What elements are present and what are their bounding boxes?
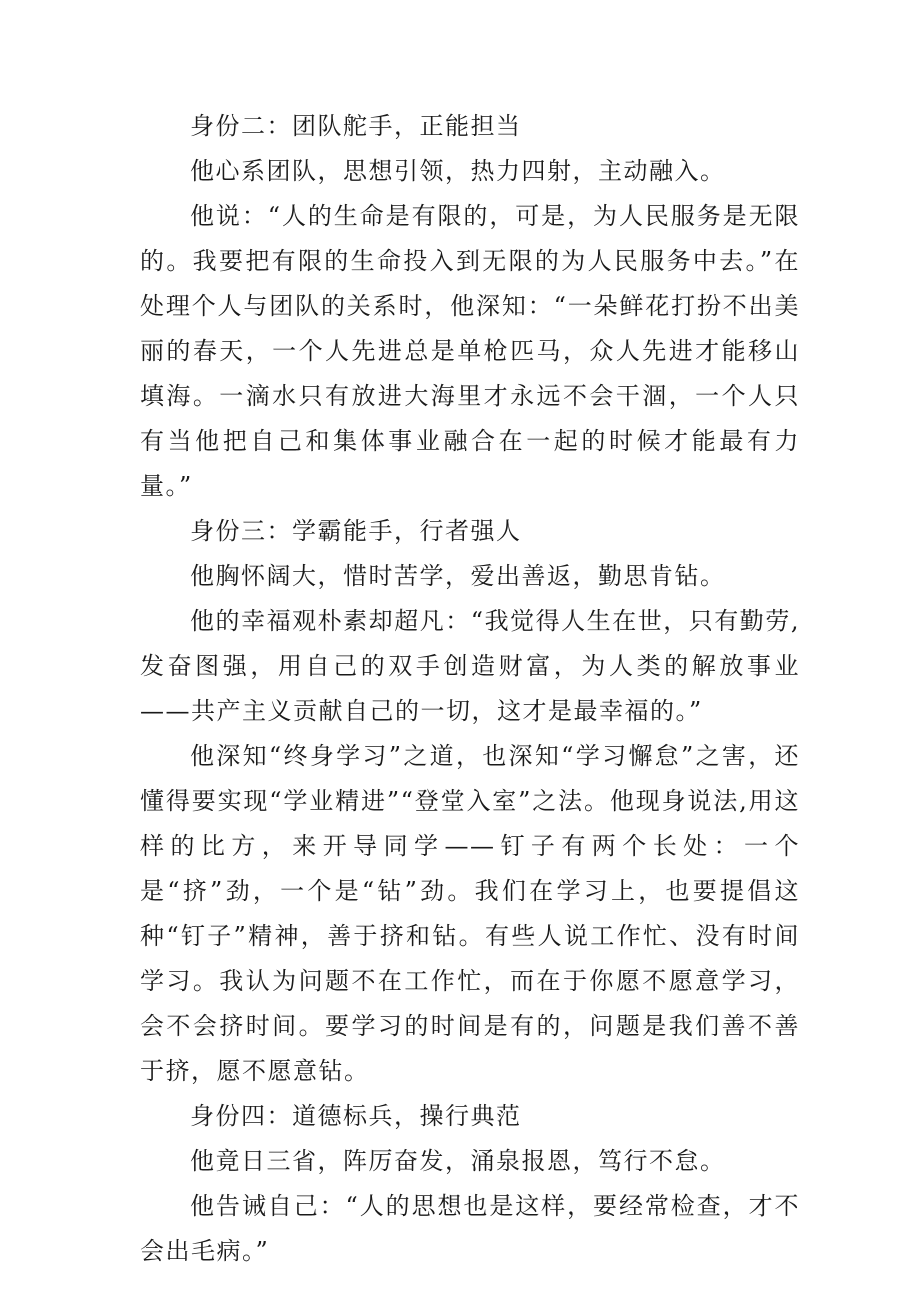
paragraph: 他的幸福观朴素却超凡：“我觉得人生在世，只有勤劳,发奋图强，用自己的双手创造财富，为人类的解放事业——共产主义贡献自己的一切，这才是最幸福的。”: [140, 607, 800, 725]
section-heading-identity-four: 身份四：道德标兵，操行典范: [190, 1102, 522, 1130]
paragraph: 他深知“终身学习”之道，也深知“学习懈怠”之害，还懂得要实现“学业精进”“登堂入室”之法。他现身说法,用这样的比方，来开导同学——钉子有两个长处：一个是“挤”劲，一个是“钻”劲。我们在学习上，也要提倡这种“钉子”精神，善于挤和钻。有些人说工作忙、没有时间学习。我认为问题不在工作忙，而在于你愿不愿意学习，会不会挤时间。要学习的时间是有的，问题是我们善不善于挤，愿不愿意钻。: [140, 742, 800, 1085]
document-body: [140, 104, 800, 1274]
paragraph: 他说：“人的生命是有限的，可是，为人民服务是无限的。我要把有限的生命投入到无限的为人民服务中去。”在处理个人与团队的关系时，他深知：“一朵鲜花打扮不出美丽的春天，一个人先进总是单枪匹马，众人先进才能移山填海。一滴水只有放进大海里才永远不会干涸，一个人只有当他把自己和集体事业融合在一起的时候才能最有力量。”: [140, 202, 800, 500]
section-heading-identity-three: 身份三：学霸能手，行者强人: [190, 517, 522, 545]
paragraph: 他胸怀阔大，惜时苦学，爱出善返，勤思肯钻。: [190, 562, 726, 590]
paragraph: 他心系团队，思想引领，热力四射，主动融入。: [190, 157, 726, 185]
paragraph: 他竟日三省，阵厉奋发，涌泉报恩，笃行不怠。: [190, 1147, 726, 1175]
paragraph: 他告诫自己：“人的思想也是这样，要经常检查，才不会出毛病。”: [140, 1192, 800, 1265]
section-heading-identity-two: 身份二：团队舵手，正能担当: [190, 112, 522, 140]
